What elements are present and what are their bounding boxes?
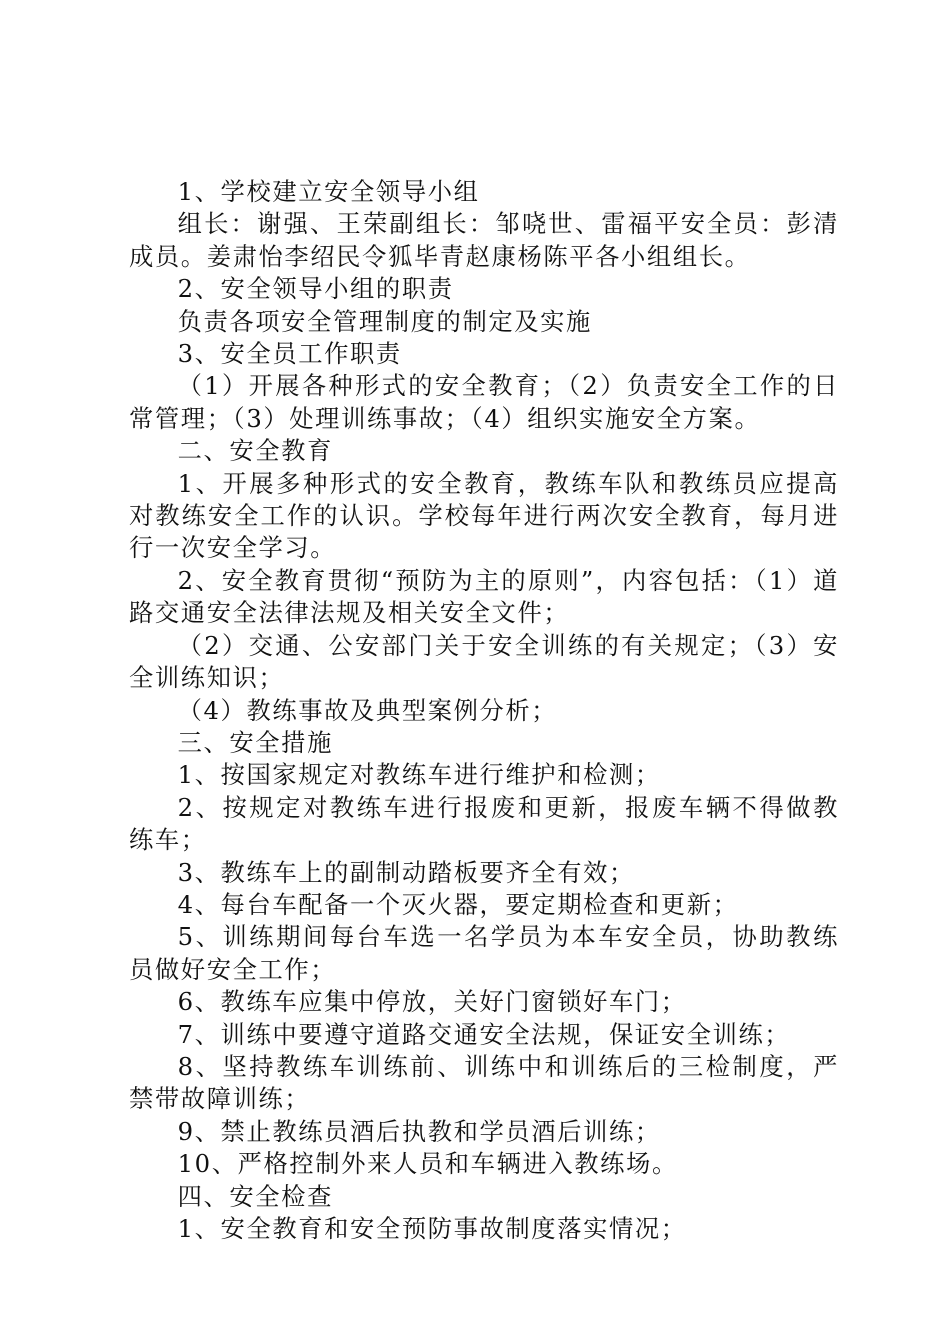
paragraph-20: 8、坚持教练车训练前、训练中和训练后的三检制度，严禁带故障训练；: [129, 1051, 839, 1114]
document-body: [129, 176, 839, 1245]
paragraph-13: 1、按国家规定对教练车进行维护和检测；: [177, 760, 661, 790]
paragraph-14: 2、按规定对教练车进行报废和更新，报废车辆不得做教练车；: [129, 792, 839, 855]
paragraph-3: 2、安全领导小组的职责: [177, 274, 454, 304]
paragraph-4: 负责各项安全管理制度的制定及实施: [177, 306, 592, 336]
paragraph-22: 10、严格控制外来人员和车辆进入教练场。: [177, 1149, 678, 1179]
paragraph-19: 7、训练中要遵守道路交通安全法规，保证安全训练；: [177, 1019, 791, 1049]
section-heading-4: 四、安全检查: [177, 1181, 333, 1211]
paragraph-6: （1）开展各种形式的安全教育；（2）负责安全工作的日常管理；（3）处理训练事故；（4）组织实施安全方案。: [129, 371, 839, 433]
paragraph-8: 1、开展多种形式的安全教育，教练车队和教练员应提高对教练安全工作的认识。学校每年进行两次安全教育，每月进行一次安全学习。: [129, 468, 839, 563]
paragraph-9: 2、安全教育贯彻“预防为主的原则”，内容包括：（1）道路交通安全法律法规及相关安全文件；: [129, 565, 839, 628]
section-heading-3: 三、安全措施: [177, 727, 333, 757]
section-heading-2: 二、安全教育: [177, 436, 333, 466]
paragraph-2: 组长：谢强、王荣副组长：邹哓世、雷福平安全员：彭清成员。姜肃怡李绍民令狐毕青赵康杨陈平各小组组长。: [129, 209, 839, 271]
paragraph-1: 1、学校建立安全领导小组: [177, 177, 480, 206]
paragraph-17: 5、训练期间每台车选一名学员为本车安全员，协助教练员做好安全工作；: [129, 922, 839, 984]
paragraph-16: 4、每台车配备一个灭火器，要定期检查和更新；: [177, 889, 739, 919]
paragraph-11: （4）教练事故及典型案例分析；: [177, 695, 558, 725]
paragraph-24: 1、安全教育和安全预防事故制度落实情况；: [177, 1214, 687, 1243]
paragraph-15: 3、教练车上的副制动踏板要齐全有效；: [177, 857, 635, 887]
paragraph-5: 3、安全员工作职责: [177, 339, 402, 369]
paragraph-18: 6、教练车应集中停放，关好门窗锁好车门；: [177, 987, 687, 1017]
paragraph-10: （2）交通、公安部门关于安全训练的有关规定；（3）安全训练知识；: [129, 630, 839, 693]
paragraph-21: 9、禁止教练员酒后执教和学员酒后训练；: [177, 1116, 661, 1146]
